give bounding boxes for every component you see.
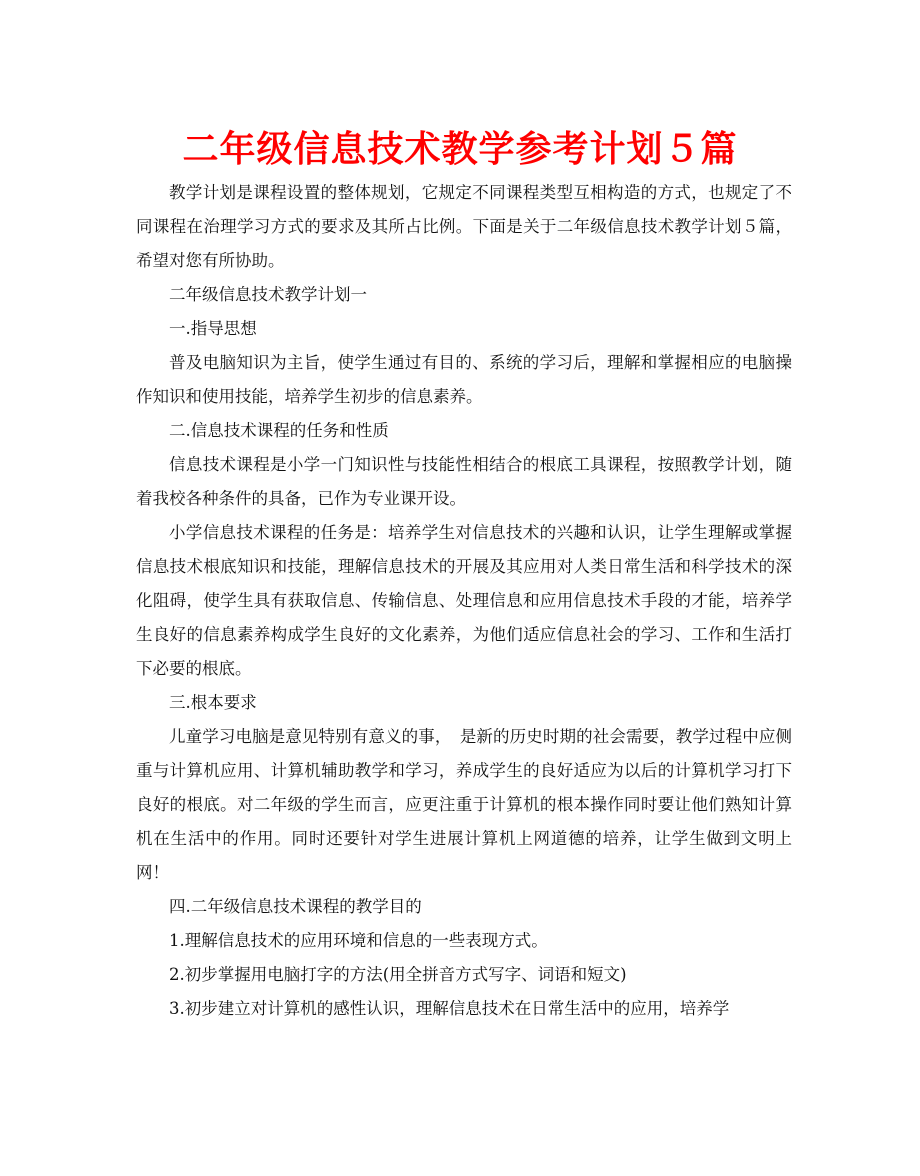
list-item-goal-1: 1.理解信息技术的应用环境和信息的一些表现方式。	[169, 931, 548, 950]
paragraph-basic-requirements: 儿童学习电脑是意见特别有意义的事， 是新的历史时期的社会需要，教学过程中应侧重与计算机应用、计算机辅助教学和学习，养成学生的良好适应为以后的计算机学习打下良好的根底。对二年级的学生而言，应更注重于计算机的根本操作同时要让他们熟知计算机在生活中的作用。同时还要针对学生进展计算机上网道德的培养，让学生做到文明上网！	[136, 727, 792, 882]
paragraph-guiding-thought: 普及电脑知识为主旨，使学生通过有目的、系统的学习后，理解和掌握相应的电脑操作知识和使用技能，培养学生初步的信息素养。	[136, 353, 792, 406]
section-heading-guiding-thought: 一.指导思想	[169, 319, 257, 338]
section-heading-plan-one: 二年级信息技术教学计划一	[169, 285, 367, 304]
list-item-goal-3: 3.初步建立对计算机的感性认识，理解信息技术在日常生活中的应用，培养学	[169, 999, 730, 1018]
intro-paragraph: 教学计划是课程设置的整体规划，它规定不同课程类型互相构造的方式，也规定了不同课程在治理学习方式的要求及其所占比例。下面是关于二年级信息技术教学计划５篇，希望对您有所协助。	[136, 183, 792, 270]
document-title: 二年级信息技术教学参考计划５篇	[182, 129, 738, 170]
section-heading-teaching-goals: 四.二年级信息技术课程的教学目的	[169, 897, 422, 916]
paragraph-course-task: 小学信息技术课程的任务是：培养学生对信息技术的兴趣和认识，让学生理解或掌握信息技术根底知识和技能，理解信息技术的开展及其应用对人类日常生活和科学技术的深化阻碍，使学生具有获取信息、传输信息、处理信息和应用信息技术手段的才能，培养学生良好的信息素养构成学生良好的文化素养，为他们适应信息社会的学习、工作和生活打下必要的根底。	[136, 523, 792, 678]
section-heading-basic-requirements: 三.根本要求	[169, 693, 257, 712]
list-item-goal-2: 2.初步掌握用电脑打字的方法(用全拼音方式写字、词语和短文)	[169, 965, 627, 984]
document-body	[136, 176, 792, 1026]
section-heading-course-task: 二.信息技术课程的任务和性质	[169, 421, 389, 440]
paragraph-course-nature: 信息技术课程是小学一门知识性与技能性相结合的根底工具课程，按照教学计划，随着我校各种条件的具备，已作为专业课开设。	[136, 455, 792, 508]
